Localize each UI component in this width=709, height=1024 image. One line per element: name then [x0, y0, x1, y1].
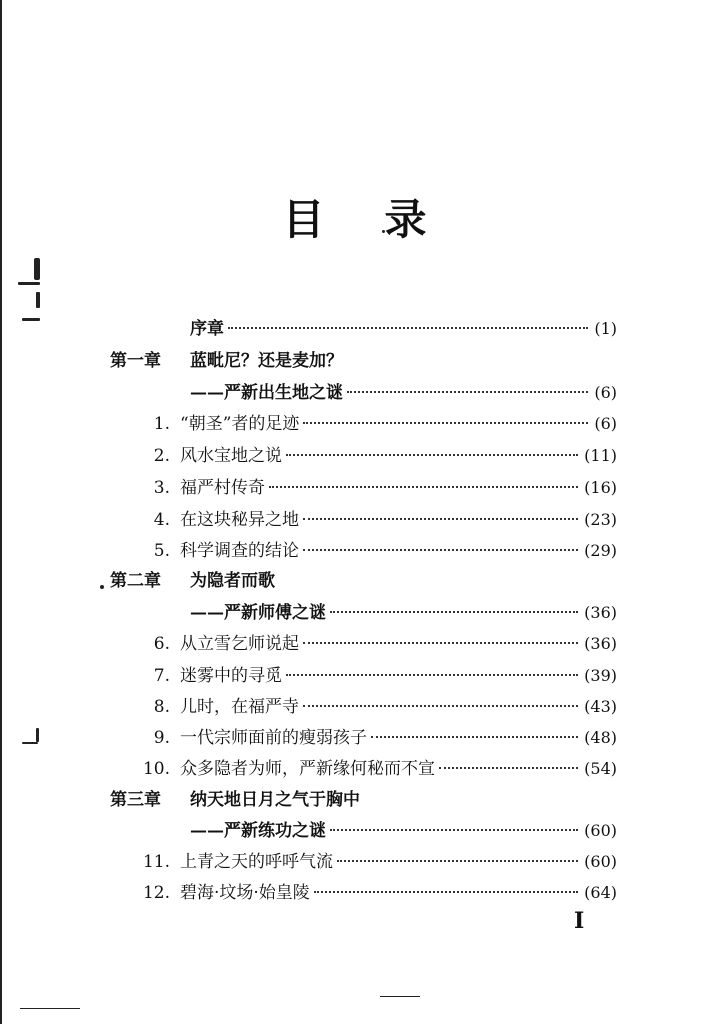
scan-speck — [36, 728, 39, 742]
toc-page-number: (60) — [584, 852, 617, 871]
toc-entry-label: 儿时，在福严寺 — [180, 697, 299, 717]
toc-entry-7[interactable] — [0, 661, 709, 691]
toc-entry-6[interactable] — [0, 629, 709, 659]
scan-speck — [22, 318, 40, 321]
toc-page-number: (36) — [584, 634, 617, 653]
scan-speck — [380, 996, 420, 997]
chapter-label: 第三章 — [110, 790, 161, 810]
dot-leader — [439, 767, 578, 769]
toc-entry-number: 3. — [153, 478, 170, 498]
toc-entry-label: 纳天地日月之气于胸中 — [190, 790, 360, 810]
toc-entry-5[interactable] — [0, 536, 709, 566]
dot-leader — [303, 705, 578, 707]
toc-page-number: (60) — [584, 821, 617, 840]
page-title — [0, 190, 709, 250]
toc-page-number: (16) — [584, 478, 617, 497]
toc-entry-12[interactable] — [0, 878, 709, 908]
toc-entry-number: 6. — [153, 634, 170, 654]
toc-entry-number: 11. — [142, 852, 170, 872]
toc-chapter-1-subtitle[interactable] — [0, 378, 709, 408]
toc-entry-8[interactable] — [0, 692, 709, 722]
toc-entry-label: ——严新练功之谜 — [190, 821, 326, 841]
toc-chapter-3-subtitle[interactable] — [0, 816, 709, 846]
toc-entry-label: 一代宗师面前的瘦弱孩子 — [180, 728, 367, 748]
toc-entry-4[interactable] — [0, 505, 709, 535]
toc-entry-label: 从立雪乞师说起 — [180, 634, 299, 654]
toc-entry-label: 上青之天的呼呼气流 — [180, 852, 333, 872]
toc-entry-number: 8. — [153, 697, 170, 717]
chapter-label: 第一章 — [110, 351, 161, 371]
toc-chapter-3-heading[interactable] — [0, 785, 709, 815]
toc-entry-number: 2. — [153, 446, 170, 466]
scan-speck — [18, 282, 40, 285]
toc-entry-label: 福严村传奇 — [180, 478, 265, 498]
scan-speck — [36, 292, 40, 308]
toc-entry-number: 9. — [153, 728, 170, 748]
dot-leader — [371, 736, 578, 738]
dot-leader — [303, 642, 578, 644]
toc-entry-label: 迷雾中的寻觅 — [180, 666, 282, 686]
toc-page-number: (48) — [584, 728, 617, 747]
scan-speck — [34, 258, 40, 280]
scan-speck — [382, 230, 385, 233]
toc-entry-number: 12. — [142, 883, 170, 903]
toc-entry-3[interactable] — [0, 473, 709, 503]
dot-leader — [330, 829, 578, 831]
toc-entry-number: 7. — [153, 666, 170, 686]
toc-entry-label: ——严新出生地之谜 — [190, 383, 343, 403]
toc-page-number: (64) — [584, 883, 617, 902]
scan-speck — [100, 585, 104, 589]
toc-page-number: (54) — [584, 759, 617, 778]
toc-entry-label: 在这块秘异之地 — [180, 510, 299, 530]
toc-entry-label: 序章 — [190, 319, 224, 339]
dot-leader — [303, 518, 578, 520]
toc-entry-label: 为隐者而歌 — [190, 571, 275, 591]
dot-leader — [228, 327, 588, 329]
toc-entry-number: 5. — [153, 541, 170, 561]
toc-page-number: (36) — [584, 603, 617, 622]
dot-leader — [286, 454, 578, 456]
dot-leader — [303, 422, 588, 424]
toc-entry-number: 4. — [153, 510, 170, 530]
toc-page-number: (23) — [584, 510, 617, 529]
dot-leader — [303, 549, 578, 551]
toc-page-number: (6) — [594, 383, 617, 402]
toc-entry-1[interactable] — [0, 409, 709, 439]
title-char-1: 目 — [282, 195, 325, 244]
dot-leader — [314, 891, 578, 893]
toc-entry-11[interactable] — [0, 847, 709, 877]
scan-speck — [20, 1008, 80, 1009]
toc-chapter-2-heading[interactable] — [0, 566, 709, 596]
chapter-label: 第二章 — [110, 571, 161, 591]
toc-chapter-2-subtitle[interactable] — [0, 598, 709, 628]
dot-leader — [286, 674, 578, 676]
toc-entry-label: “朝圣”者的足迹 — [180, 414, 300, 434]
dot-leader — [337, 860, 578, 862]
toc-entry-number: 10. — [142, 759, 170, 779]
toc-entry-label: 科学调查的结论 — [180, 541, 299, 561]
toc-chapter-1-heading[interactable] — [0, 346, 709, 376]
toc-page-number: (43) — [584, 697, 617, 716]
scan-speck — [22, 742, 38, 744]
toc-entry-2[interactable] — [0, 441, 709, 471]
toc-entry-label: 众多隐者为师，严新缘何秘而不宣 — [180, 759, 435, 779]
page-folio: I — [574, 908, 585, 934]
dot-leader — [347, 391, 588, 393]
toc-page-number: (11) — [584, 446, 617, 465]
toc-page-number: (6) — [594, 414, 617, 433]
toc-entry-label: 风水宝地之说 — [180, 446, 282, 466]
toc-page-number: (39) — [584, 666, 617, 685]
toc-entry-label: 蓝毗尼？还是麦加？ — [190, 351, 343, 371]
title-char-2: 录 — [384, 195, 427, 244]
toc-entry-label: ——严新师傅之谜 — [190, 603, 326, 623]
dot-leader — [269, 486, 578, 488]
toc-page-number: (1) — [594, 319, 617, 338]
toc-entry-preface[interactable] — [0, 314, 709, 344]
dot-leader — [330, 611, 578, 613]
toc-entry-label: 碧海·坟场·始皇陵 — [180, 883, 310, 903]
toc-entry-10[interactable] — [0, 754, 709, 784]
toc-entry-9[interactable] — [0, 723, 709, 753]
toc-page-number: (29) — [584, 541, 617, 560]
toc-entry-number: 1. — [153, 414, 170, 434]
